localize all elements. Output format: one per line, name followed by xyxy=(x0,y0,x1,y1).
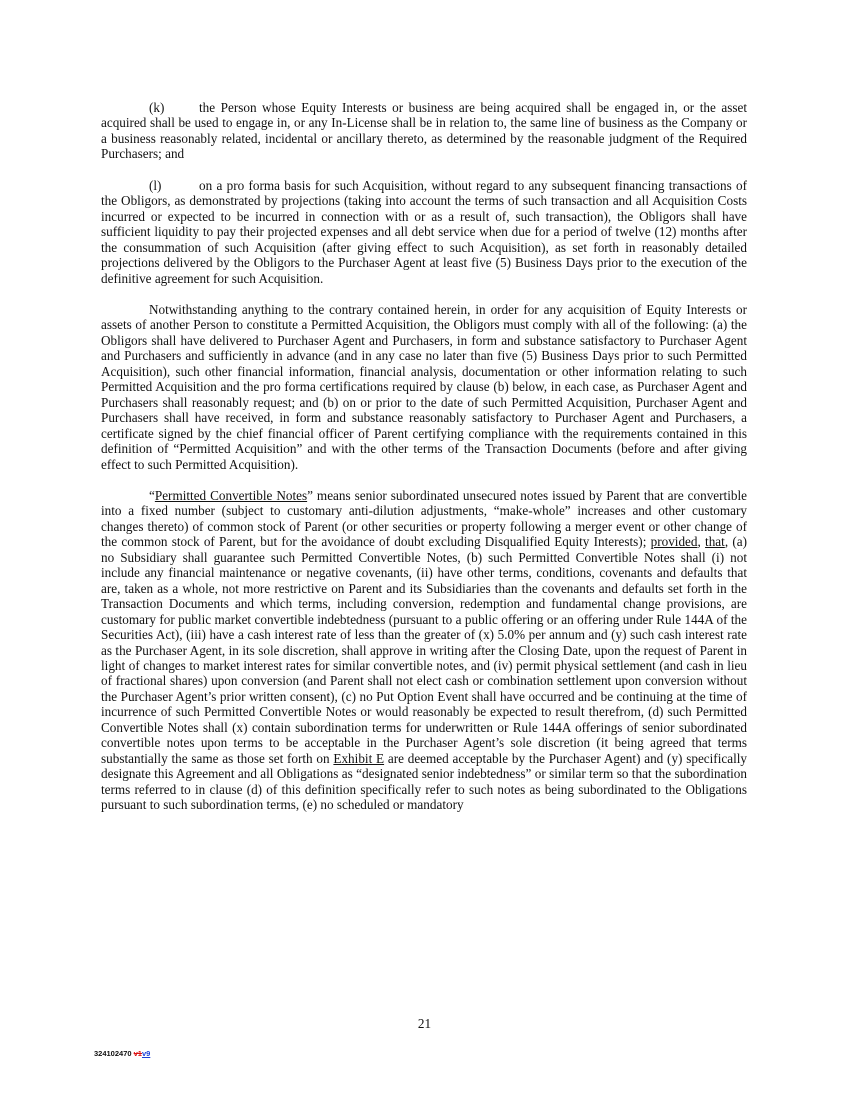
clause-l xyxy=(101,178,747,286)
that-term: that xyxy=(705,534,725,550)
page-number: 21 xyxy=(417,1016,432,1031)
page-body xyxy=(101,100,747,828)
definition-text-3: are deemed acceptable by the Purchaser Agent) and (y) specifically designate this Agreement and all Obligations as “designated senior indebtedness” or similar term so that the subordination terms referred to in clause (d) of this definition specifically refer to such notes as being subordinated to the Obligations pursuant to such subordination terms, (e) no scheduled or mandatory xyxy=(101,750,747,813)
inserted-version: v9 xyxy=(141,1049,151,1058)
deleted-version: v1 xyxy=(133,1049,142,1058)
comma: , xyxy=(697,534,706,550)
doc-id: 324102470 xyxy=(94,1049,132,1058)
defined-term: Permitted Convertible Notes xyxy=(154,487,308,503)
exhibit-reference: Exhibit E xyxy=(333,750,385,766)
clause-k xyxy=(101,100,747,162)
permitted-convertible-notes-definition xyxy=(101,488,747,813)
open-quote: “ xyxy=(149,487,155,503)
provided-term: provided xyxy=(650,534,698,550)
notwithstanding-paragraph: Notwithstanding anything to the contrary contained herein, in order for any acquisition of Equity Interests or assets of another Person to constitute a Permitted Acquisition, the Obligors must comply with all of the following: (a) the Obligors shall have delivered to Purchaser Agent and Purchasers, in form and substance satisfactory to Purchaser Agent and Purchasers and sufficiently in advance (and in any case no later than five (5) Business Days prior to such Permitted Acquisition), such other financial information, financial analysis, documentation or other information relating to such Permitted Acquisition and the pro forma certifications required by clause (b) below, in each case, as Purchaser Agent and Purchasers shall reasonably request; and (b) on or prior to the date of such Permitted Acquisition, Purchaser Agent and Purchasers shall have received, in form and substance reasonably satisfactory to Purchaser Agent and Purchasers, a certificate signed by the chief financial officer of Parent certifying compliance with the requirements contained in this definition of “Permitted Acquisition” and with the other terms of the Transaction Documents (before and after giving effect to such Permitted Acquisition). xyxy=(101,301,747,472)
clause-l-label: (l) xyxy=(149,177,162,193)
clause-k-label: (k) xyxy=(149,100,165,115)
clause-l-text: on a pro forma basis for such Acquisition, without regard to any subsequent financing transactions of the Obligors, as demonstrated by projections (taking into account the terms of such transaction and all Acquisition Costs incurred or expected to be incurred in connection with or as a result of, such transaction), the Obligors shall have sufficient liquidity to pay their projected expenses and all debt service when due for a period of twelve (12) months after the consummation of such Acquisition (after giving effect to such Acquisition), as set forth in reasonably detailed projections delivered by the Obligors to the Purchaser Agent at least five (5) Business Days prior to the execution of the definitive agreement for such Acquisition. xyxy=(101,177,747,286)
document-footer-id xyxy=(94,1046,150,1061)
clause-k-text: the Person whose Equity Interests or business are being acquired shall be engaged in, or the asset acquired shall be used to engage in, or any In-License shall be in relation to, the same line of business as the Company or a business reasonably related, incidental or ancillary thereto, as determined by the reasonable judgment of the Required Purchasers; and xyxy=(101,100,747,162)
definition-text-1: ” means senior subordinated unsecured notes issued by Parent that are convertible into a fixed number (subject to customary anti-dilution adjustments, “make-whole” increases and other customary changes thereto) of common stock of Parent (or other securities or property following a merger event or other change of the common stock of Parent, but for the avoidance of doubt excluding Disqualified Equity Interests); xyxy=(101,487,747,550)
definition-text-2: , (a) no Subsidiary shall guarantee such Permitted Convertible Notes, (b) such Permitted Convertible Notes shall (i) not include any financial maintenance or negative covenants, (ii) have other terms, conditions, covenants and defaults that are, taken as a whole, not more restrictive on Parent and its Subsidiaries than the covenants and defaults set forth in the Transaction Documents and which terms, including conversion, redemption and fundamental change provisions, are customary for public market convertible indebtedness (pursuant to a public offering or an offering under Rule 144A of the Securities Act), (iii) have a cash interest rate of less than the greater of (x) 5.0% per annum and (y) such cash interest rate as the Purchaser Agent, in its sole discretion, shall approve in writing after the Closing Date, upon the request of Parent in light of changes to market interest rates for similar convertible notes, and (iv) permit physical settlement (and cash in lieu of fractional shares) upon conversion (and Parent shall not elect cash or combination settlement upon conversion without the Purchaser Agent’s prior written consent), (c) no Put Option Event shall have occurred and be continuing at the time of incurrence of such Permitted Convertible Notes or would reasonably be expected to result therefrom, (d) such Permitted Convertible Notes shall (x) contain subordination terms for underwritten or Rule 144A offerings of senior subordinated convertible notes upon terms to be acceptable in the Purchaser Agent’s sole discretion (it being agreed that terms substantially the same as those set forth on xyxy=(101,534,748,766)
